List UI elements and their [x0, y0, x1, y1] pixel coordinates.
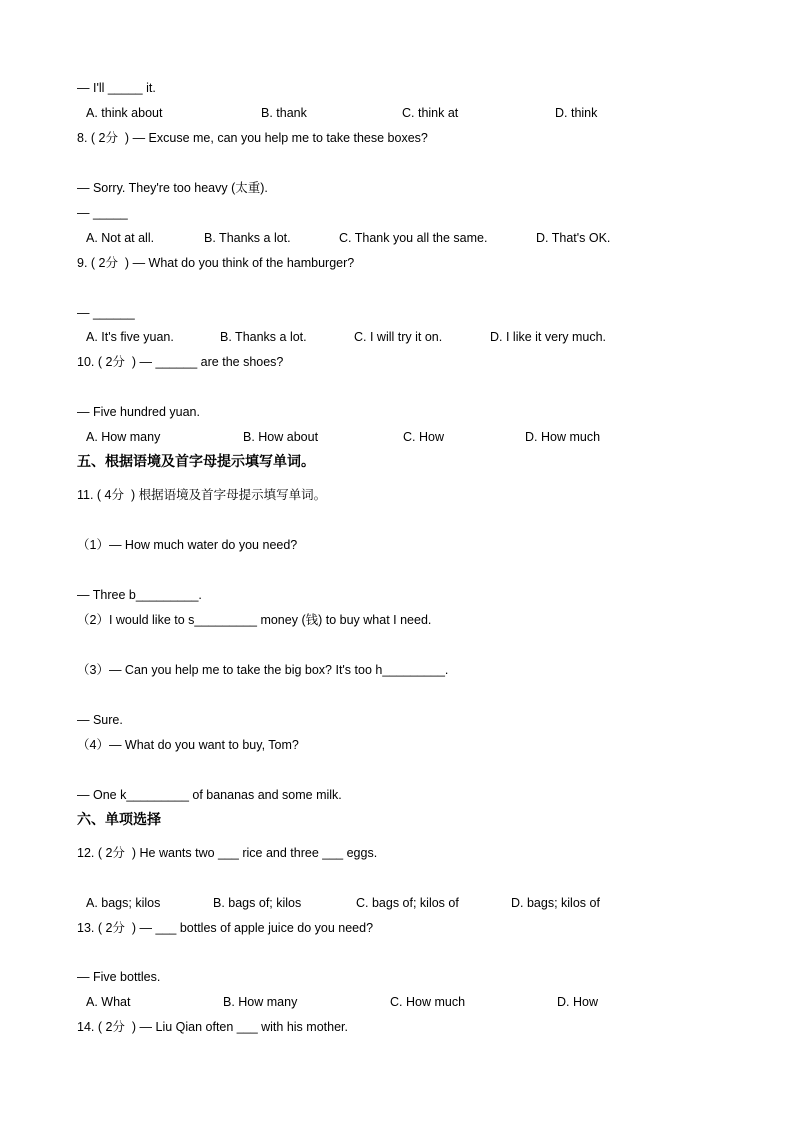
question-9: 9. ( 2分 ) — What do you think of the hamburger?	[77, 256, 355, 270]
option-d: D. bags; kilos of	[511, 896, 600, 910]
option-a: A. How many	[86, 430, 161, 444]
option-c: C. bags of; kilos of	[356, 896, 459, 910]
option-c: C. Thank you all the same.	[339, 231, 488, 245]
option-d: D. How much	[525, 430, 601, 444]
option-d: D. think	[555, 106, 598, 120]
sub-question-3: （3）— Can you help me to take the big box? It's too h_________.	[77, 663, 449, 677]
option-b: B. How many	[223, 995, 298, 1009]
option-c: C. How	[403, 430, 444, 444]
option-c: C. think at	[402, 106, 459, 120]
sub-question-4: （4）— What do you want to buy, Tom?	[77, 738, 299, 752]
question-14: 14. ( 2分 ) — Liu Qian often ___ with his mother.	[77, 1020, 348, 1034]
option-a: A. Not at all.	[86, 231, 155, 245]
dialogue-line: — Sorry. They're too heavy (太重).	[77, 181, 268, 195]
sub-question-1: （1）— How much water do you need?	[77, 538, 298, 552]
question-11: 11. ( 4分 ) 根据语境及首字母提示填写单词。	[77, 488, 327, 502]
option-c: C. How much	[390, 995, 466, 1009]
question-12: 12. ( 2分 ) He wants two ___ rice and three ___ eggs.	[77, 846, 378, 860]
section-heading: 五、根据语境及首字母提示填写单词。	[77, 454, 315, 470]
question-13: 13. ( 2分 ) — ___ bottles of apple juice do you need?	[77, 921, 374, 935]
answer-blank: — _____	[77, 206, 128, 220]
answer-line: — Three b_________.	[77, 588, 202, 602]
option-a: A. bags; kilos	[86, 896, 161, 910]
option-b: B. thank	[261, 106, 307, 120]
question-10: 10. ( 2分 ) — ______ are the shoes?	[77, 355, 284, 369]
dialogue-line: — Five bottles.	[77, 970, 161, 984]
answer-line: — Sure.	[77, 713, 123, 727]
question-8: 8. ( 2分 ) — Excuse me, can you help me to take these boxes?	[77, 131, 428, 145]
option-a: A. think about	[86, 106, 163, 120]
option-b: B. How about	[243, 430, 319, 444]
option-b: B. Thanks a lot.	[204, 231, 291, 245]
answer-blank: — ______	[77, 306, 135, 320]
dialogue-line: — Five hundred yuan.	[77, 405, 200, 419]
option-b: B. Thanks a lot.	[220, 330, 307, 344]
answer-line: — One k_________ of bananas and some milk.	[77, 788, 342, 802]
option-d: D. I like it very much.	[490, 330, 606, 344]
option-c: C. I will try it on.	[354, 330, 443, 344]
option-a: A. It's five yuan.	[86, 330, 174, 344]
section-heading: 六、单项选择	[77, 812, 161, 828]
option-a: A. What	[86, 995, 131, 1009]
option-d: D. That's OK.	[536, 231, 611, 245]
answer-line: — I'll _____ it.	[77, 81, 156, 95]
sub-question-2: （2）I would like to s_________ money (钱) to buy what I need.	[77, 613, 432, 627]
option-d: D. How	[557, 995, 598, 1009]
option-b: B. bags of; kilos	[213, 896, 302, 910]
